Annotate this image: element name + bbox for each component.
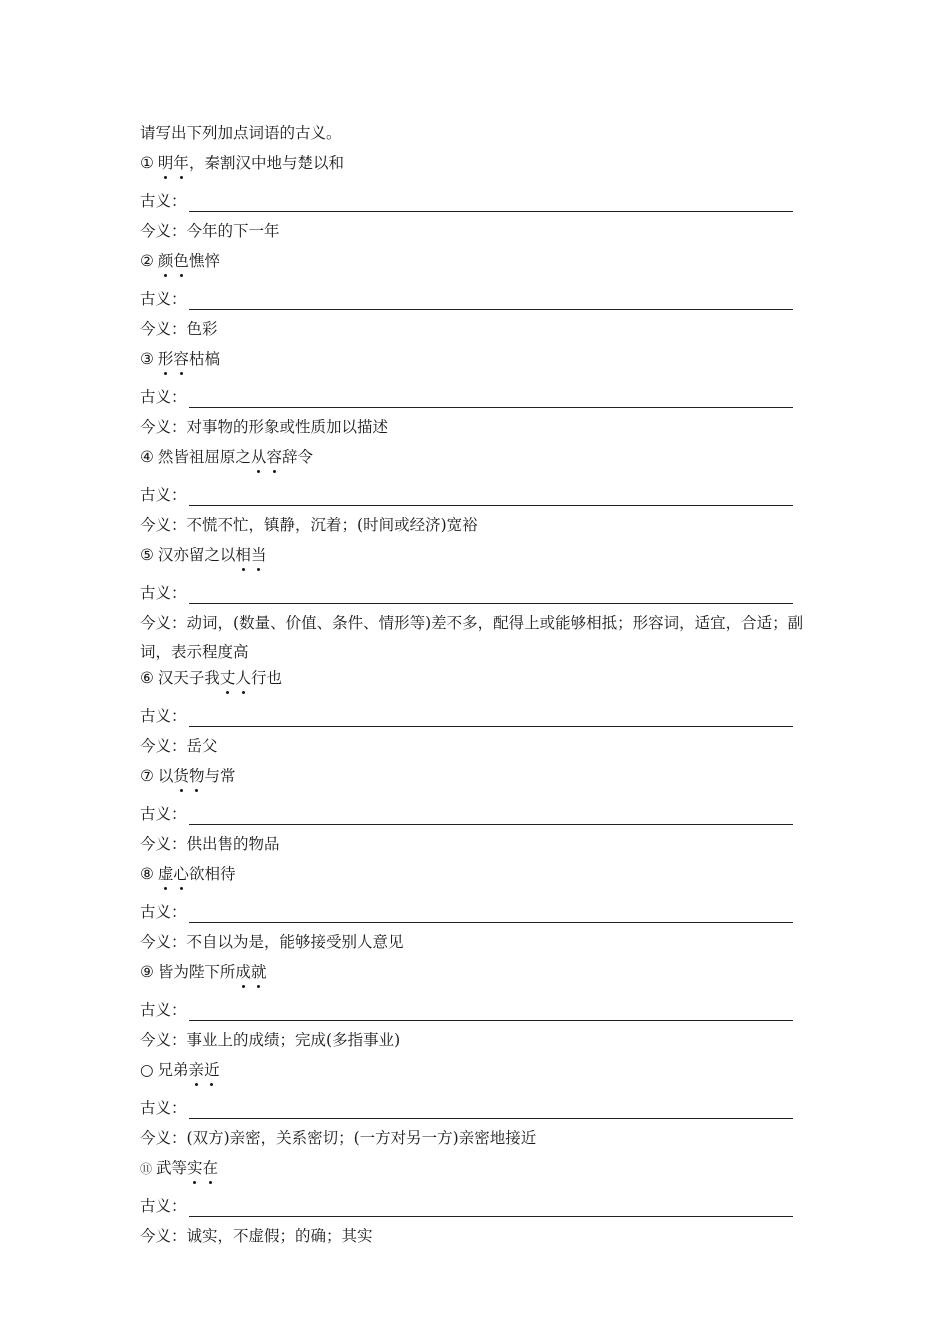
sentence-after: 辞令 — [281, 448, 313, 466]
dotted-char: 容 — [266, 448, 282, 466]
dotted-char: 丈 — [219, 669, 236, 687]
ancient-meaning-blank[interactable] — [189, 193, 793, 212]
dotted-char: 货 — [173, 767, 189, 785]
ancient-meaning-row — [140, 578, 810, 612]
sentence-before: 兄弟 — [157, 1061, 189, 1079]
modern-meaning-label: 今义： — [140, 516, 187, 534]
item-number: ⑨ — [140, 963, 154, 981]
modern-meaning — [140, 833, 810, 863]
item-block — [140, 863, 810, 961]
sentence-after: 欲相待 — [188, 865, 236, 883]
item-list — [140, 152, 810, 1255]
item-block — [140, 1059, 810, 1157]
modern-meaning — [140, 514, 810, 544]
ancient-meaning-row — [140, 897, 810, 931]
dotted-char: 年 — [173, 154, 189, 172]
dotted-word — [158, 350, 189, 368]
source-sentence — [140, 250, 810, 284]
modern-meaning — [140, 735, 810, 765]
modern-meaning — [140, 931, 810, 961]
source-sentence — [140, 348, 810, 382]
dotted-char: 亲 — [188, 1061, 205, 1079]
ancient-meaning-row — [140, 1191, 810, 1225]
sentence-before: 汉亦留之以 — [157, 546, 236, 564]
ancient-meaning-row — [140, 995, 810, 1029]
item-block — [140, 348, 810, 446]
modern-meaning-text: 诚实，不虚假；的确；其实 — [186, 1227, 373, 1245]
ancient-meaning-blank[interactable] — [189, 904, 793, 923]
dotted-word — [187, 1159, 218, 1177]
dotted-char: 成 — [235, 963, 251, 981]
item-block — [140, 544, 810, 667]
item-block — [140, 1157, 810, 1255]
ancient-meaning-blank[interactable] — [189, 487, 793, 506]
modern-meaning — [140, 318, 810, 348]
sentence-after: ，秦割汉中地与楚以和 — [188, 154, 344, 172]
modern-meaning-text: 不慌不忙，镇静，沉着；(时间或经济)宽裕 — [186, 516, 478, 534]
ancient-meaning-label: 古义： — [140, 707, 187, 725]
item-number: ④ — [140, 448, 154, 466]
ancient-meaning-blank[interactable] — [189, 806, 793, 825]
ancient-meaning-row — [140, 1093, 810, 1127]
modern-meaning-text: 色彩 — [186, 320, 218, 338]
dotted-char: 就 — [250, 963, 267, 981]
dotted-word — [173, 767, 204, 785]
modern-meaning-label: 今义： — [140, 835, 187, 853]
modern-meaning — [140, 1029, 810, 1059]
source-sentence — [140, 152, 810, 186]
modern-meaning — [140, 1127, 810, 1157]
modern-meaning — [140, 220, 810, 250]
ancient-meaning-label: 古义： — [140, 290, 187, 308]
modern-meaning-label: 今义： — [140, 1227, 187, 1245]
source-sentence — [140, 765, 810, 799]
dotted-word — [235, 546, 266, 564]
dotted-word — [158, 865, 189, 883]
item-block — [140, 765, 810, 863]
sentence-before: 皆为陛下所 — [157, 963, 236, 981]
sentence-before: 汉天子我 — [157, 669, 220, 687]
ancient-meaning-label: 古义： — [140, 1099, 187, 1117]
modern-meaning-label: 今义： — [140, 737, 187, 755]
ancient-meaning-label: 古义： — [140, 805, 187, 823]
modern-meaning-label: 今义： — [140, 222, 187, 240]
ancient-meaning-blank[interactable] — [189, 1002, 793, 1021]
sentence-after: 枯槁 — [188, 350, 220, 368]
modern-meaning-label: 今义： — [140, 1031, 187, 1049]
dotted-char: 心 — [173, 865, 189, 883]
sentence-before: 然皆祖屈原之 — [157, 448, 251, 466]
ancient-meaning-blank[interactable] — [189, 389, 793, 408]
source-sentence — [140, 544, 810, 578]
modern-meaning — [140, 609, 810, 667]
dotted-char: 明 — [157, 154, 174, 172]
ancient-meaning-row — [140, 799, 810, 833]
source-sentence — [140, 1157, 810, 1191]
dotted-word — [158, 154, 189, 172]
ancient-meaning-label: 古义： — [140, 584, 187, 602]
modern-meaning-text: 供出售的物品 — [186, 835, 280, 853]
modern-meaning-text: (双方)亲密，关系密切；(一方对另一方)亲密地接近 — [186, 1129, 537, 1147]
item-block — [140, 667, 810, 765]
ancient-meaning-label: 古义： — [140, 192, 187, 210]
item-number: ⑤ — [140, 546, 154, 564]
modern-meaning-text: 岳父 — [186, 737, 218, 755]
ancient-meaning-blank[interactable] — [189, 1100, 793, 1119]
item-number: ⑦ — [140, 767, 154, 785]
source-sentence — [140, 863, 810, 897]
ancient-meaning-label: 古义： — [140, 1001, 187, 1019]
modern-meaning — [140, 1225, 810, 1255]
ancient-meaning-blank[interactable] — [189, 708, 793, 727]
item-number: ○ — [140, 1061, 154, 1079]
item-block — [140, 961, 810, 1059]
dotted-char: 容 — [173, 350, 189, 368]
sentence-after: 憔悴 — [188, 252, 220, 270]
ancient-meaning-blank[interactable] — [189, 1198, 793, 1217]
dotted-char: 物 — [188, 767, 205, 785]
item-number: ③ — [140, 350, 154, 368]
modern-meaning-text: 不自以为是，能够接受别人意见 — [186, 933, 404, 951]
modern-meaning-label: 今义： — [140, 320, 187, 338]
dotted-word — [251, 448, 282, 466]
modern-meaning-label: 今义： — [140, 933, 187, 951]
ancient-meaning-label: 古义： — [140, 388, 187, 406]
ancient-meaning-label: 古义： — [140, 486, 187, 504]
source-sentence — [140, 446, 810, 480]
dotted-word — [235, 963, 266, 981]
item-number: ⑪ — [140, 1162, 153, 1176]
item-block — [140, 446, 810, 544]
dotted-char: 颜 — [157, 252, 174, 270]
dotted-char: 形 — [157, 350, 174, 368]
modern-meaning-text: 对事物的形象或性质加以描述 — [186, 418, 389, 436]
dotted-word — [158, 252, 189, 270]
ancient-meaning-label: 古义： — [140, 1197, 187, 1215]
ancient-meaning-row — [140, 480, 810, 514]
dotted-char: 实 — [187, 1159, 203, 1177]
ancient-meaning-blank[interactable] — [189, 585, 793, 604]
dotted-char: 当 — [250, 546, 267, 564]
modern-meaning-text: 动词，(数量、价值、条件、情形等)差不多，配得上或能够相抵；形容词，适宜，合适；副词，表示程度高 — [140, 614, 804, 661]
modern-meaning — [140, 416, 810, 446]
ancient-meaning-blank[interactable] — [189, 291, 793, 310]
dotted-char: 虚 — [157, 865, 174, 883]
dotted-char: 在 — [202, 1159, 219, 1177]
ancient-meaning-row — [140, 701, 810, 735]
dotted-char: 色 — [173, 252, 189, 270]
dotted-word — [220, 669, 251, 687]
item-number: ② — [140, 252, 154, 270]
ancient-meaning-label: 古义： — [140, 903, 187, 921]
sentence-after: 与常 — [204, 767, 236, 785]
sentence-before: 以 — [157, 767, 174, 785]
item-block — [140, 250, 810, 348]
item-number: ① — [140, 154, 154, 172]
sentence-before: 武等 — [156, 1159, 188, 1177]
instruction: 请写出下列加点词语的古义。 — [140, 124, 342, 142]
item-number: ⑧ — [140, 865, 154, 883]
dotted-char: 人 — [235, 669, 251, 687]
item-number: ⑥ — [140, 669, 154, 687]
ancient-meaning-row — [140, 382, 810, 416]
source-sentence — [140, 667, 810, 701]
dotted-char: 近 — [204, 1061, 220, 1079]
ancient-meaning-row — [140, 284, 810, 318]
modern-meaning-label: 今义： — [140, 1129, 187, 1147]
modern-meaning-label: 今义： — [140, 614, 187, 632]
modern-meaning-label: 今义： — [140, 418, 187, 436]
item-block — [140, 152, 810, 250]
exercise-page — [140, 122, 810, 1255]
ancient-meaning-row — [140, 186, 810, 220]
dotted-word — [189, 1061, 220, 1079]
sentence-after: 行也 — [250, 669, 282, 687]
modern-meaning-text: 今年的下一年 — [186, 222, 280, 240]
source-sentence — [140, 961, 810, 995]
source-sentence — [140, 1059, 810, 1093]
modern-meaning-text: 事业上的成绩；完成(多指事业) — [186, 1031, 401, 1049]
dotted-char: 相 — [235, 546, 251, 564]
dotted-char: 从 — [250, 448, 267, 466]
